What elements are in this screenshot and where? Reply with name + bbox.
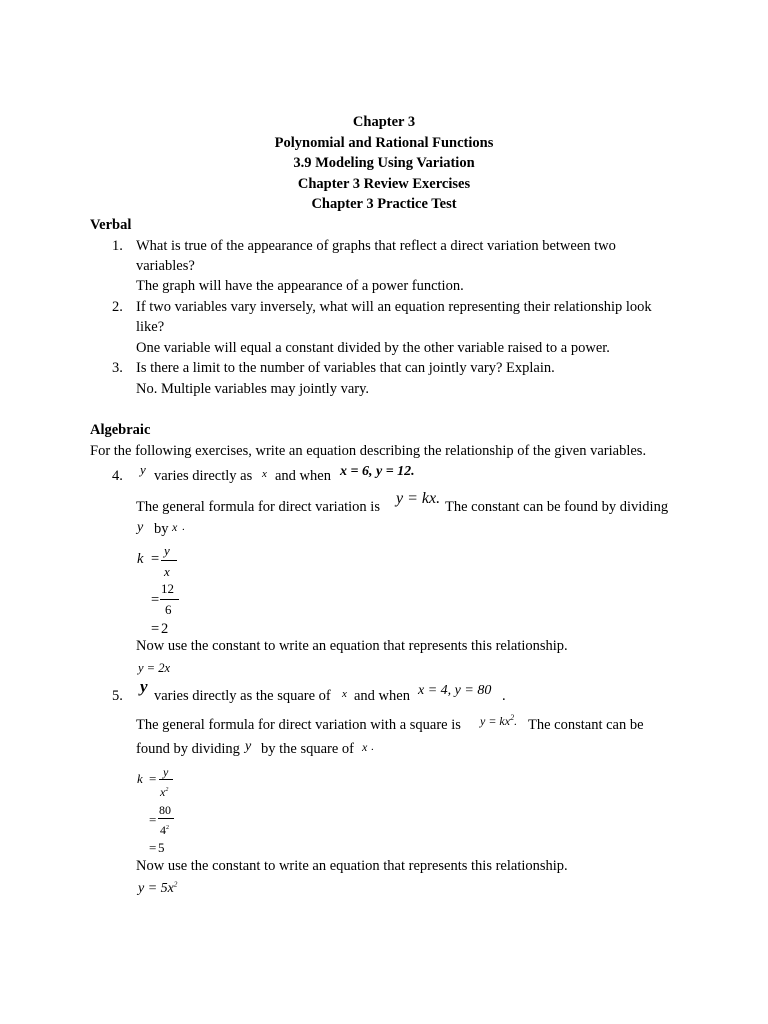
question-text: If two variables vary inversely, what will an equation representing their relationship look xyxy=(136,299,652,315)
math-final-base: y = 5x xyxy=(138,881,174,896)
math-equals: = xyxy=(151,551,160,567)
math-equals: = xyxy=(149,771,157,786)
review-title: Chapter 3 Review Exercises xyxy=(297,176,471,192)
math-exponent: 2 xyxy=(166,825,169,831)
math-var-y: y xyxy=(140,677,148,696)
math-formula: y = kx. xyxy=(396,490,441,507)
math-equals: = xyxy=(151,592,160,608)
explanation-text: The constant can be found by dividing xyxy=(445,499,669,515)
fraction-numerator: y xyxy=(163,765,169,779)
practice-title: Chapter 3 Practice Test xyxy=(311,196,457,212)
math-exponent: 2 xyxy=(173,880,178,889)
explanation-text: Now use the constant to write an equation that represents this relationship. xyxy=(136,858,568,874)
math-exponent: 2 xyxy=(165,787,169,793)
fraction-bar xyxy=(158,818,174,819)
math-equals: = xyxy=(149,812,157,827)
fraction-denominator-base: x xyxy=(160,785,166,799)
question-text: and when xyxy=(354,688,410,704)
punctuation: . xyxy=(371,741,374,753)
question-text: like? xyxy=(136,319,165,335)
math-k: k xyxy=(137,771,143,786)
section-title: 3.9 Modeling Using Variation xyxy=(293,155,475,171)
question-text: varies directly as the square of xyxy=(154,688,331,704)
verbal-heading: Verbal xyxy=(90,217,132,233)
math-result: 5 xyxy=(158,840,165,855)
explanation-text: found by dividing xyxy=(136,741,240,757)
fraction-denominator-base: 4 xyxy=(160,823,166,837)
fraction-numerator: 12 xyxy=(161,581,174,596)
math-var-x: x xyxy=(172,520,178,534)
punctuation: . xyxy=(514,714,518,728)
math-equals: = xyxy=(149,840,157,855)
math-exponent: 2 xyxy=(510,713,515,722)
math-k: k xyxy=(137,551,144,567)
question-text: and when xyxy=(275,468,331,484)
math-result: 2 xyxy=(161,621,169,637)
answer-text: The graph will have the appearance of a power function. xyxy=(136,278,464,294)
math-var-y: y xyxy=(140,462,146,477)
item-number: 3. xyxy=(112,360,123,376)
explanation-text: by the square of xyxy=(261,741,355,757)
fraction-bar xyxy=(159,779,173,780)
math-condition: x = 6, y = 12. xyxy=(340,464,415,479)
math-var-y: y xyxy=(137,520,144,535)
explanation-text: The general formula for direct variation is xyxy=(136,499,380,515)
punctuation: . xyxy=(182,521,185,533)
explanation-text: by xyxy=(154,521,169,537)
math-equals: = xyxy=(151,621,160,637)
answer-text: One variable will equal a constant divided by the other variable raised to a power. xyxy=(136,340,610,356)
item-number: 2. xyxy=(112,299,123,315)
math-var-x: x xyxy=(342,688,347,700)
fraction-numerator: y xyxy=(164,543,170,558)
math-final-equation: y = 2x xyxy=(138,661,171,675)
item-number: 5. xyxy=(112,688,123,704)
fraction-denominator: x xyxy=(164,564,170,579)
explanation-text: The general formula for direct variation with a square is xyxy=(136,717,461,733)
answer-text: No. Multiple variables may jointly vary. xyxy=(136,381,370,397)
math-final-equation xyxy=(138,879,177,900)
punctuation: . xyxy=(502,688,506,704)
question-text: variables? xyxy=(136,258,195,274)
explanation-text: Now use the constant to write an equation that represents this relationship. xyxy=(136,638,568,654)
algebraic-heading: Algebraic xyxy=(90,422,151,438)
math-formula-base: y = kx xyxy=(480,714,511,728)
math-var-y: y xyxy=(245,739,252,754)
item-number: 4. xyxy=(112,468,123,484)
question-text: What is true of the appearance of graphs that reflect a direct variation between two xyxy=(136,238,616,254)
chapter-subtitle: Polynomial and Rational Functions xyxy=(274,135,494,151)
chapter-title: Chapter 3 xyxy=(352,114,416,130)
math-condition: x = 4, y = 80 xyxy=(418,683,492,698)
math-var-x: x xyxy=(262,468,267,480)
fraction-bar xyxy=(161,560,177,561)
fraction-denominator: 6 xyxy=(165,602,172,617)
question-text: Is there a limit to the number of variables that can jointly vary? Explain. xyxy=(136,360,555,376)
math-formula xyxy=(480,711,517,732)
instructions-text: For the following exercises, write an equation describing the relationship of the given variables. xyxy=(90,443,647,459)
fraction-numerator: 80 xyxy=(159,803,171,817)
item-number: 1. xyxy=(112,238,123,254)
explanation-text: The constant can be xyxy=(528,717,644,733)
math-var-x: x xyxy=(362,740,368,754)
question-text: varies directly as xyxy=(154,468,253,484)
